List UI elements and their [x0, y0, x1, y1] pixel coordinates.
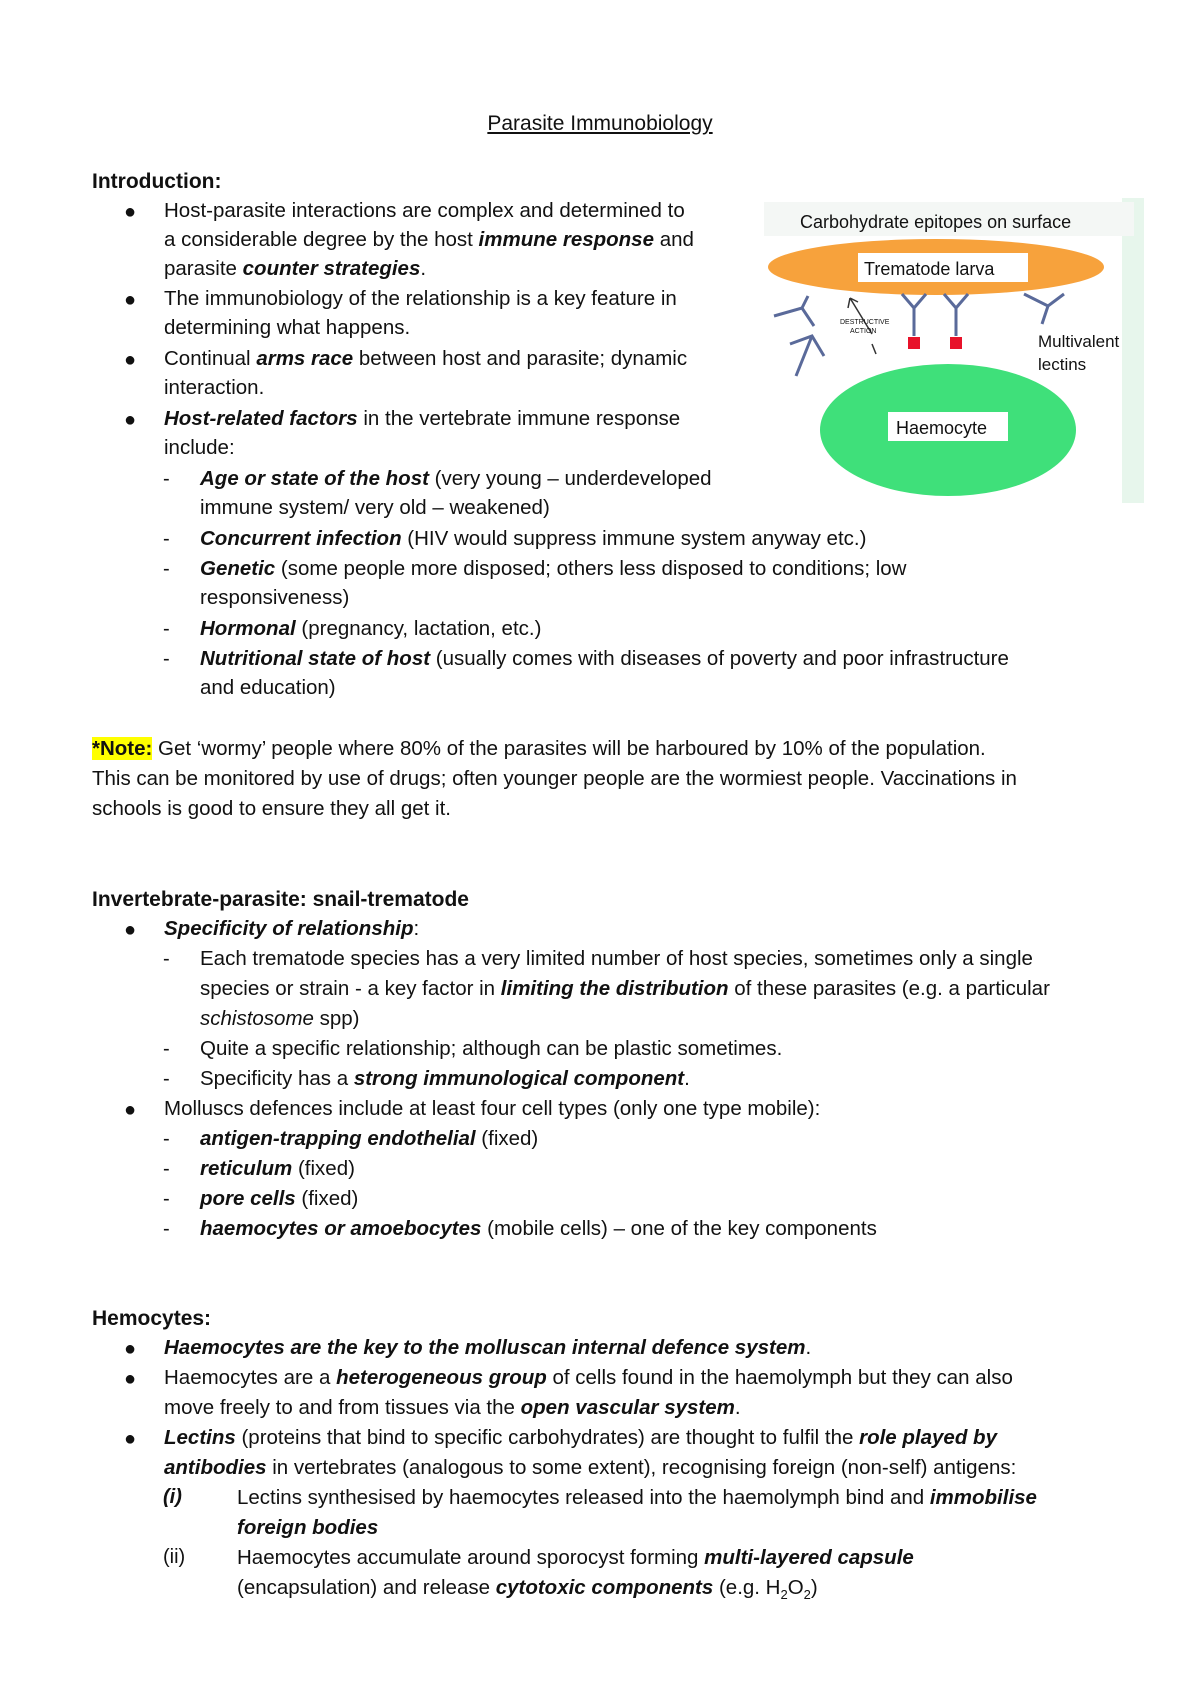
intro-b4-line1: Host-related factors in the vertebrate immune response [164, 407, 681, 430]
inv-d1-line1: Each trematode species has a very limited number of host species, sometimes only a single [200, 947, 1033, 970]
item-i-label: (i) [163, 1486, 182, 1508]
inv-c2: reticulum (fixed) [200, 1157, 355, 1180]
lectins-label-2: lectins [1038, 355, 1087, 374]
intro-b1-line2: a considerable degree by the host immune response and [164, 228, 694, 251]
lectins-label-1: Multivalent [1038, 332, 1120, 351]
hemo-i-line2: foreign bodies [237, 1516, 379, 1539]
figure-frame-strip [1122, 198, 1144, 503]
dash-marker: - [163, 558, 170, 580]
hemo-ii-line1: Haemocytes accumulate around sporocyst forming multi-layered capsule [237, 1546, 914, 1569]
inv-c3: pore cells (fixed) [200, 1187, 359, 1210]
note-line2: This can be monitored by use of drugs; often younger people are the wormiest people. Vaccinations in [92, 767, 1017, 790]
bullet-icon: ● [124, 1428, 137, 1450]
intro-d3-line2: responsiveness) [200, 586, 350, 609]
hemo-b3-line2: antibodies in vertebrates (analogous to some extent), recognising foreign (non-self) antigens: [164, 1456, 1017, 1479]
dash-marker: - [163, 528, 170, 550]
page-title: Parasite Immunobiology [487, 112, 713, 135]
hemocytes-heading: Hemocytes: [92, 1307, 212, 1330]
dash-marker: - [163, 648, 170, 670]
action-label-2: ACTION [850, 328, 877, 335]
intro-d2-line1: Concurrent infection (HIV would suppress immune system anyway etc.) [200, 527, 867, 550]
bullet-icon: ● [124, 201, 137, 223]
bullet-icon: ● [124, 349, 137, 371]
hemo-b2-line1: Haemocytes are a heterogeneous group of cells found in the haemolymph but they can also [164, 1366, 1013, 1389]
figure-caption: Carbohydrate epitopes on surface [800, 212, 1072, 232]
hemo-i-line1: Lectins synthesised by haemocytes released into the haemolymph bind and immobilise [237, 1486, 1037, 1509]
hemo-ii-line2: (encapsulation) and release cytotoxic components (e.g. $H_2O_2$) [237, 1576, 818, 1603]
inv-d1-line2: species or strain - a key factor in limiting the distribution of these parasites (e.g. a particular [200, 977, 1050, 1000]
intro-d4-line1: Hormonal (pregnancy, lactation, etc.) [200, 617, 542, 640]
inv-d1-line3: schistosome spp) [200, 1007, 360, 1030]
intro-b3-line1: Continual arms race between host and parasite; dynamic [164, 347, 688, 370]
hemo-b2-line2: move freely to and from tissues via the open vascular system. [164, 1396, 741, 1419]
intro-b3-line2: interaction. [164, 376, 265, 399]
intro-b1-line3: parasite counter strategies. [164, 257, 427, 280]
larva-label: Trematode larva [864, 259, 995, 279]
intro-heading: Introduction: [92, 170, 222, 193]
dash-marker: - [163, 1218, 170, 1240]
note-line1: *Note: Get ‘wormy’ people where 80% of the parasites will be harboured by 10% of the population. [92, 737, 986, 760]
inv-d3-line1: Specificity has a strong immunological component. [200, 1067, 690, 1090]
intro-b2-line1: The immunobiology of the relationship is a key feature in [164, 287, 677, 310]
intro-b4-line2: include: [164, 436, 235, 459]
inv-c4: haemocytes or amoebocytes (mobile cells) – one of the key components [200, 1217, 877, 1240]
dash-marker: - [163, 1158, 170, 1180]
bullet-icon: ● [124, 919, 137, 941]
hemo-b1: Haemocytes are the key to the molluscan internal defence system. [164, 1336, 812, 1359]
receptor-icon [950, 337, 962, 349]
note-label: *Note: [92, 737, 153, 760]
dash-marker: - [163, 1188, 170, 1210]
trematode-haemocyte-diagram [764, 198, 1144, 503]
item-ii-label: (ii) [163, 1546, 186, 1568]
dash-marker: - [163, 1068, 170, 1090]
bullet-icon: ● [124, 409, 137, 431]
intro-d1-line1: Age or state of the host (very young – underdeveloped [200, 467, 712, 490]
dash-marker: - [163, 468, 170, 490]
dash-marker: - [163, 1128, 170, 1150]
inv-b1-line1: Specificity of relationship: [164, 917, 420, 940]
receptor-icon [908, 337, 920, 349]
inv-d2-line1: Quite a specific relationship; although can be plastic sometimes. [200, 1037, 783, 1060]
intro-d1-line2: immune system/ very old – weakened) [200, 496, 550, 519]
intro-b1-line1: Host-parasite interactions are complex and determined to [164, 199, 685, 222]
dash-marker: - [163, 948, 170, 970]
bullet-icon: ● [124, 289, 137, 311]
intro-d5-line1: Nutritional state of host (usually comes with diseases of poverty and poor infrastructure [200, 647, 1009, 670]
intro-d3-line1: Genetic (some people more disposed; others less disposed to conditions; low [200, 557, 907, 580]
haemocyte-label: Haemocyte [896, 418, 988, 438]
bullet-icon: ● [124, 1368, 137, 1390]
inv-b2-line1: Molluscs defences include at least four cell types (only one type mobile): [164, 1097, 821, 1120]
action-label-1: DESTRUCTIVE [840, 319, 890, 326]
bullet-icon: ● [124, 1099, 137, 1121]
intro-b2-line2: determining what happens. [164, 316, 411, 339]
bullet-icon: ● [124, 1338, 137, 1360]
invertebrate-heading: Invertebrate-parasite: snail-trematode [92, 888, 469, 911]
intro-d5-line2: and education) [200, 676, 336, 699]
hemo-b3-line1: Lectins (proteins that bind to specific carbohydrates) are thought to fulfil the role played by [164, 1426, 997, 1449]
dash-marker: - [163, 1038, 170, 1060]
inv-c1: antigen-trapping endothelial (fixed) [200, 1127, 539, 1150]
dash-marker: - [163, 618, 170, 640]
note-line3: schools is good to ensure they all get it. [92, 797, 451, 820]
